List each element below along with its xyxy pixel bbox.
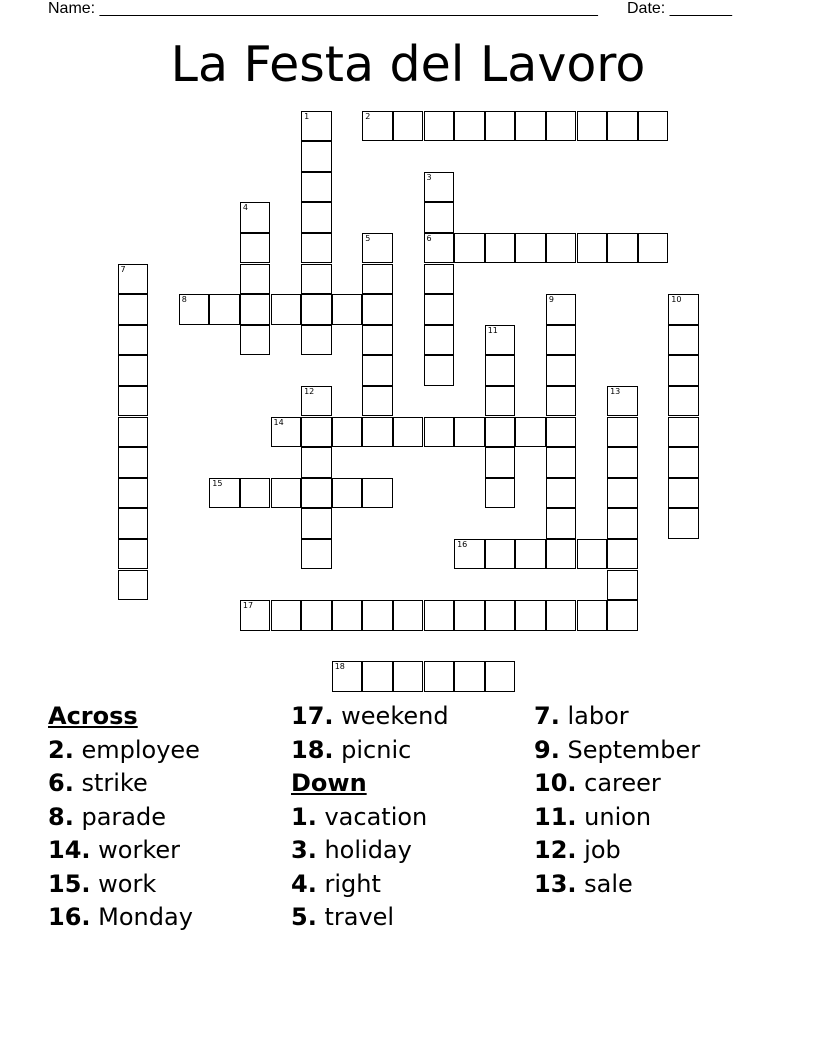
grid-cell[interactable]	[485, 478, 516, 509]
clue-number: 7.	[534, 702, 560, 730]
grid-cell[interactable]	[240, 478, 271, 509]
grid-cell[interactable]	[577, 233, 608, 264]
grid-cell[interactable]	[424, 111, 455, 142]
grid-cell[interactable]	[301, 111, 332, 142]
grid-cell[interactable]	[332, 600, 363, 631]
clue-text: worker	[98, 836, 181, 864]
grid-cell[interactable]	[301, 478, 332, 509]
grid-cell[interactable]	[454, 600, 485, 631]
clue-item	[48, 801, 200, 835]
grid-cell[interactable]	[668, 478, 699, 509]
grid-cell[interactable]	[362, 111, 393, 142]
grid-cell[interactable]	[301, 386, 332, 417]
grid-cell[interactable]	[118, 264, 149, 295]
clue-item	[48, 868, 200, 902]
grid-cell[interactable]	[332, 417, 363, 448]
clue-number: 1.	[291, 802, 317, 831]
grid-cell[interactable]	[546, 447, 577, 478]
grid-cell[interactable]	[454, 111, 485, 142]
grid-cell[interactable]	[118, 447, 149, 478]
grid-cell[interactable]	[546, 508, 577, 539]
grid-cell[interactable]	[393, 661, 424, 692]
grid-cell[interactable]	[515, 233, 546, 264]
grid-cell[interactable]	[118, 478, 149, 509]
grid-cell[interactable]	[454, 539, 485, 570]
grid-clue-number: 16	[457, 539, 468, 549]
grid-cell[interactable]	[454, 661, 485, 692]
grid-cell[interactable]	[607, 233, 638, 264]
grid-cell[interactable]	[362, 233, 393, 264]
clue-text: strike	[81, 769, 148, 797]
clue-item	[48, 767, 200, 801]
grid-cell[interactable]	[668, 417, 699, 448]
grid-clue-number: 11	[487, 325, 498, 335]
grid-cell[interactable]	[485, 386, 516, 417]
grid-cell[interactable]	[485, 417, 516, 448]
grid-cell[interactable]	[301, 294, 332, 325]
clue-text: employee	[81, 735, 200, 764]
clue-item	[291, 700, 449, 734]
grid-cell[interactable]	[118, 570, 149, 601]
clue-text: vacation	[324, 802, 428, 831]
grid-cell[interactable]	[362, 386, 393, 417]
grid-cell[interactable]	[485, 325, 516, 356]
clue-number: 16.	[48, 903, 91, 931]
grid-cell[interactable]	[240, 325, 271, 356]
grid-cell[interactable]	[577, 111, 608, 142]
grid-cell[interactable]	[118, 325, 149, 356]
grid-cell[interactable]	[454, 233, 485, 264]
grid-cell[interactable]	[424, 417, 455, 448]
grid-cell[interactable]	[638, 111, 669, 142]
grid-cell[interactable]	[118, 355, 149, 386]
grid-cell[interactable]	[668, 508, 699, 539]
grid-cell[interactable]	[607, 447, 638, 478]
grid-cell[interactable]	[240, 600, 271, 631]
grid-cell[interactable]	[424, 294, 455, 325]
grid-cell[interactable]	[485, 111, 516, 142]
grid-cell[interactable]	[546, 325, 577, 356]
grid-cell[interactable]	[546, 294, 577, 325]
clue-text: weekend	[341, 702, 449, 730]
grid-clue-number: 17	[242, 601, 254, 611]
grid-cell[interactable]	[546, 417, 577, 448]
grid-cell[interactable]	[424, 264, 455, 295]
grid-cell[interactable]	[546, 478, 577, 509]
clue-text: union	[584, 802, 652, 831]
grid-cell[interactable]	[271, 294, 302, 325]
grid-cell[interactable]	[209, 478, 240, 509]
grid-cell[interactable]	[546, 600, 577, 631]
clue-text: Monday	[98, 903, 193, 931]
grid-cell[interactable]	[271, 600, 302, 631]
grid-cell[interactable]	[362, 600, 393, 631]
grid-cell[interactable]	[607, 539, 638, 570]
grid-clue-number: 3	[426, 172, 432, 182]
grid-clue-number: 5	[365, 233, 371, 243]
grid-cell[interactable]	[546, 386, 577, 417]
grid-cell[interactable]	[485, 600, 516, 631]
clue-column-2	[291, 700, 449, 935]
clue-number: 9.	[534, 735, 560, 764]
grid-cell[interactable]	[393, 600, 424, 631]
grid-cell[interactable]	[485, 233, 516, 264]
grid-cell[interactable]	[240, 264, 271, 295]
grid-cell[interactable]	[301, 202, 332, 233]
grid-cell[interactable]	[668, 294, 699, 325]
grid-cell[interactable]	[424, 172, 455, 203]
grid-cell[interactable]	[485, 355, 516, 386]
grid-cell[interactable]	[118, 539, 149, 570]
grid-cell[interactable]	[607, 600, 638, 631]
grid-cell[interactable]	[668, 447, 699, 478]
grid-cell[interactable]	[668, 355, 699, 386]
grid-cell[interactable]	[485, 539, 516, 570]
page-title: La Festa del Lavoro	[170, 36, 646, 93]
across-heading: Across	[48, 702, 138, 730]
grid-cell[interactable]	[515, 600, 546, 631]
grid-cell[interactable]	[424, 325, 455, 356]
grid-cell[interactable]	[607, 508, 638, 539]
clue-item	[291, 801, 449, 835]
clue-number: 13.	[534, 869, 577, 898]
clue-item	[534, 734, 700, 768]
clue-text: picnic	[341, 735, 412, 764]
grid-cell[interactable]	[362, 294, 393, 325]
grid-cell[interactable]	[362, 478, 393, 509]
clue-number: 2.	[48, 735, 74, 764]
grid-cell[interactable]	[577, 600, 608, 631]
grid-clue-number: 10	[671, 295, 682, 305]
grid-clue-number: 9	[548, 295, 554, 305]
grid-cell[interactable]	[546, 539, 577, 570]
clue-number: 10.	[534, 769, 577, 797]
grid-cell[interactable]	[362, 417, 393, 448]
clue-text: career	[584, 769, 661, 797]
grid-cell[interactable]	[454, 417, 485, 448]
clue-number: 15.	[48, 869, 91, 898]
grid-cell[interactable]	[424, 661, 455, 692]
grid-cell[interactable]	[301, 172, 332, 203]
clue-text: work	[98, 869, 157, 898]
grid-cell[interactable]	[301, 325, 332, 356]
clue-item	[48, 901, 200, 935]
clue-item	[534, 868, 700, 902]
grid-cell[interactable]	[118, 294, 149, 325]
clue-item	[534, 767, 700, 801]
clue-number: 14.	[48, 836, 91, 864]
clue-column-3	[534, 700, 700, 901]
grid-cell[interactable]	[301, 417, 332, 448]
grid-cell[interactable]	[546, 111, 577, 142]
grid-cell[interactable]	[362, 325, 393, 356]
grid-cell[interactable]	[118, 386, 149, 417]
grid-cell[interactable]	[118, 417, 149, 448]
grid-cell[interactable]	[424, 355, 455, 386]
grid-cell[interactable]	[362, 264, 393, 295]
clue-item	[48, 834, 200, 868]
grid-cell[interactable]	[485, 661, 516, 692]
grid-cell[interactable]	[607, 386, 638, 417]
grid-cell[interactable]	[362, 355, 393, 386]
grid-cell[interactable]	[607, 417, 638, 448]
clue-number: 5.	[291, 903, 317, 931]
clue-item	[291, 734, 449, 768]
grid-cell[interactable]	[577, 539, 608, 570]
grid-clue-number: 2	[365, 111, 371, 121]
grid-cell[interactable]	[332, 661, 363, 692]
grid-cell[interactable]	[271, 478, 302, 509]
date-field-label: Date: _______	[627, 0, 732, 17]
name-field-label: Name: ________________________________________________________	[48, 0, 598, 17]
grid-clue-number: 13	[610, 386, 621, 396]
clue-number: 11.	[534, 802, 577, 831]
grid-clue-number: 4	[242, 203, 248, 213]
grid-cell[interactable]	[118, 508, 149, 539]
clue-text: parade	[81, 802, 166, 831]
grid-cell[interactable]	[271, 417, 302, 448]
clue-item	[48, 734, 200, 768]
clue-number: 4.	[291, 869, 317, 898]
clue-list	[0, 700, 816, 960]
grid-cell[interactable]	[424, 600, 455, 631]
grid-cell[interactable]	[301, 233, 332, 264]
grid-cell[interactable]	[607, 478, 638, 509]
grid-clue-number: 18	[334, 662, 345, 672]
grid-cell[interactable]	[393, 111, 424, 142]
grid-clue-number: 14	[273, 417, 284, 427]
grid-clue-number: 1	[304, 111, 310, 121]
grid-cell[interactable]	[668, 386, 699, 417]
clue-item	[534, 834, 700, 868]
grid-cell[interactable]	[301, 508, 332, 539]
grid-cell[interactable]	[515, 417, 546, 448]
clue-number: 3.	[291, 836, 317, 864]
clue-text: job	[584, 836, 621, 864]
grid-cell[interactable]	[301, 141, 332, 172]
clue-number: 6.	[48, 769, 74, 797]
grid-cell[interactable]	[515, 539, 546, 570]
grid-cell[interactable]	[362, 661, 393, 692]
grid-cell[interactable]	[179, 294, 210, 325]
grid-cell[interactable]	[638, 233, 669, 264]
grid-cell[interactable]	[668, 325, 699, 356]
grid-cell[interactable]	[301, 264, 332, 295]
grid-clue-number: 8	[181, 295, 187, 305]
grid-cell[interactable]	[607, 111, 638, 142]
clue-text: September	[567, 735, 701, 764]
grid-cell[interactable]	[301, 447, 332, 478]
grid-cell[interactable]	[546, 355, 577, 386]
clue-item	[291, 868, 449, 902]
grid-cell[interactable]	[515, 111, 546, 142]
clue-text: labor	[567, 702, 629, 730]
grid-clue-number: 7	[120, 264, 126, 274]
clue-number: 18.	[291, 735, 334, 764]
clue-number: 8.	[48, 802, 74, 831]
grid-cell[interactable]	[301, 539, 332, 570]
grid-cell[interactable]	[301, 600, 332, 631]
clue-item	[534, 801, 700, 835]
grid-clue-number: 12	[304, 386, 315, 396]
grid-cell[interactable]	[607, 570, 638, 601]
grid-cell[interactable]	[424, 202, 455, 233]
clue-number: 12.	[534, 836, 577, 864]
grid-cell[interactable]	[209, 294, 240, 325]
grid-cell[interactable]	[424, 233, 455, 264]
clue-text: holiday	[324, 836, 412, 864]
clue-column-1	[48, 700, 200, 935]
clue-item	[534, 700, 700, 734]
grid-clue-number: 6	[426, 233, 432, 243]
clue-number: 17.	[291, 702, 334, 730]
clue-item	[291, 901, 449, 935]
grid-cell[interactable]	[332, 478, 363, 509]
grid-cell[interactable]	[240, 294, 271, 325]
grid-cell[interactable]	[546, 233, 577, 264]
clue-text: travel	[324, 903, 395, 931]
grid-cell[interactable]	[485, 447, 516, 478]
grid-cell[interactable]	[240, 202, 271, 233]
down-heading: Down	[291, 769, 367, 797]
grid-cell[interactable]	[240, 233, 271, 264]
clue-text: right	[324, 869, 381, 898]
grid-cell[interactable]	[332, 294, 363, 325]
clue-item	[291, 834, 449, 868]
clue-text: sale	[584, 869, 633, 898]
grid-clue-number: 15	[212, 478, 223, 488]
grid-cell[interactable]	[393, 417, 424, 448]
